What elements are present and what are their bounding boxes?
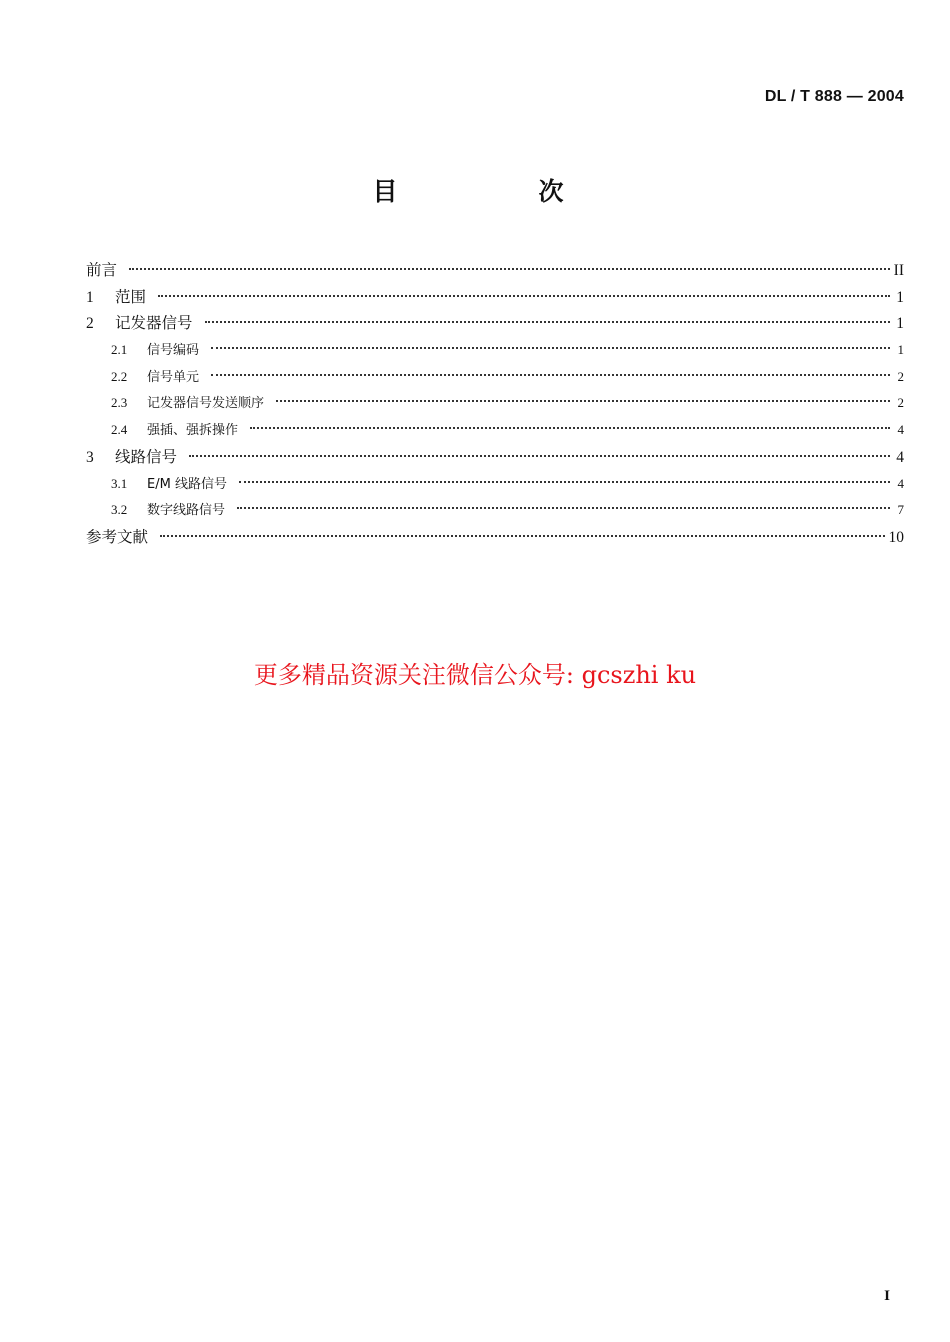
dot-leader [129, 268, 890, 270]
toc-entry-page: 1 [896, 288, 904, 306]
toc-entry-number: 2.2 [111, 368, 128, 384]
toc-entry-number: 2.1 [111, 342, 128, 358]
toc-entry-number: 3 [86, 448, 94, 466]
dot-leader [250, 427, 890, 429]
dot-leader [189, 455, 890, 457]
toc-entry-label: 记发器信号 [115, 314, 193, 333]
toc-entry-page: 2 [897, 368, 904, 384]
dot-leader [205, 321, 890, 323]
toc-entry-label: 范围 [115, 287, 147, 306]
toc-entry-label: 参考文献 [86, 527, 149, 546]
toc-entry-number: 1 [86, 288, 94, 306]
toc-entry-number: 3.1 [111, 475, 128, 491]
toc-entry-references[interactable] [86, 524, 904, 551]
toc-entry-signal-unit[interactable] [86, 364, 904, 391]
dot-leader [160, 535, 884, 537]
toc-entry-number: 2 [86, 315, 94, 333]
table-of-contents [86, 257, 904, 551]
toc-entry-label: 记发器信号发送顺序 [147, 396, 265, 412]
toc-entry-page: 2 [897, 395, 904, 411]
toc-entry-label: 信号单元 [147, 369, 200, 385]
toc-entry-register-signal[interactable] [86, 310, 904, 337]
dot-leader [158, 295, 890, 297]
toc-entry-page: 1 [896, 315, 904, 333]
toc-entry-force-operation[interactable] [86, 417, 904, 444]
toc-entry-label: 前言 [86, 261, 118, 279]
toc-entry-page: 7 [897, 502, 904, 518]
dot-leader [239, 481, 890, 483]
toc-entry-number: 3.2 [111, 502, 128, 518]
promo-text: 更多精品资源关注微信公众号: gcszhi ku [253, 661, 697, 689]
toc-entry-label: 强插、强拆操作 [147, 423, 239, 439]
toc-entry-em-line-signal[interactable] [86, 471, 904, 498]
document-code: DL / T 888 — 2004 [764, 88, 904, 105]
dot-leader [276, 400, 890, 402]
toc-entry-signal-coding[interactable] [86, 337, 904, 364]
toc-entry-page: 4 [897, 475, 904, 491]
toc-entry-page: 10 [888, 528, 904, 546]
toc-entry-scope[interactable] [86, 284, 904, 311]
toc-entry-line-signal[interactable] [86, 444, 904, 471]
toc-entry-label: 数字线路信号 [147, 503, 226, 519]
toc-entry-number: 2.4 [111, 422, 128, 438]
toc-entry-page: 4 [897, 422, 904, 438]
toc-entry-number: 2.3 [111, 395, 128, 411]
toc-entry-label: 线路信号 [115, 447, 178, 466]
page-title: 目 次 [372, 177, 622, 206]
toc-entry-page: 4 [896, 448, 904, 466]
toc-entry-preface[interactable] [86, 257, 904, 284]
dot-leader [211, 374, 890, 376]
toc-entry-label: 信号编码 [147, 343, 200, 359]
toc-entry-label: E/M 线路信号 [147, 476, 227, 492]
toc-entry-send-sequence[interactable] [86, 390, 904, 417]
dot-leader [237, 507, 890, 509]
toc-entry-page: 1 [897, 342, 904, 358]
page-number: I [884, 1288, 890, 1304]
toc-entry-page: II [893, 262, 904, 279]
dot-leader [211, 347, 890, 349]
toc-entry-digital-line-signal[interactable] [86, 497, 904, 524]
